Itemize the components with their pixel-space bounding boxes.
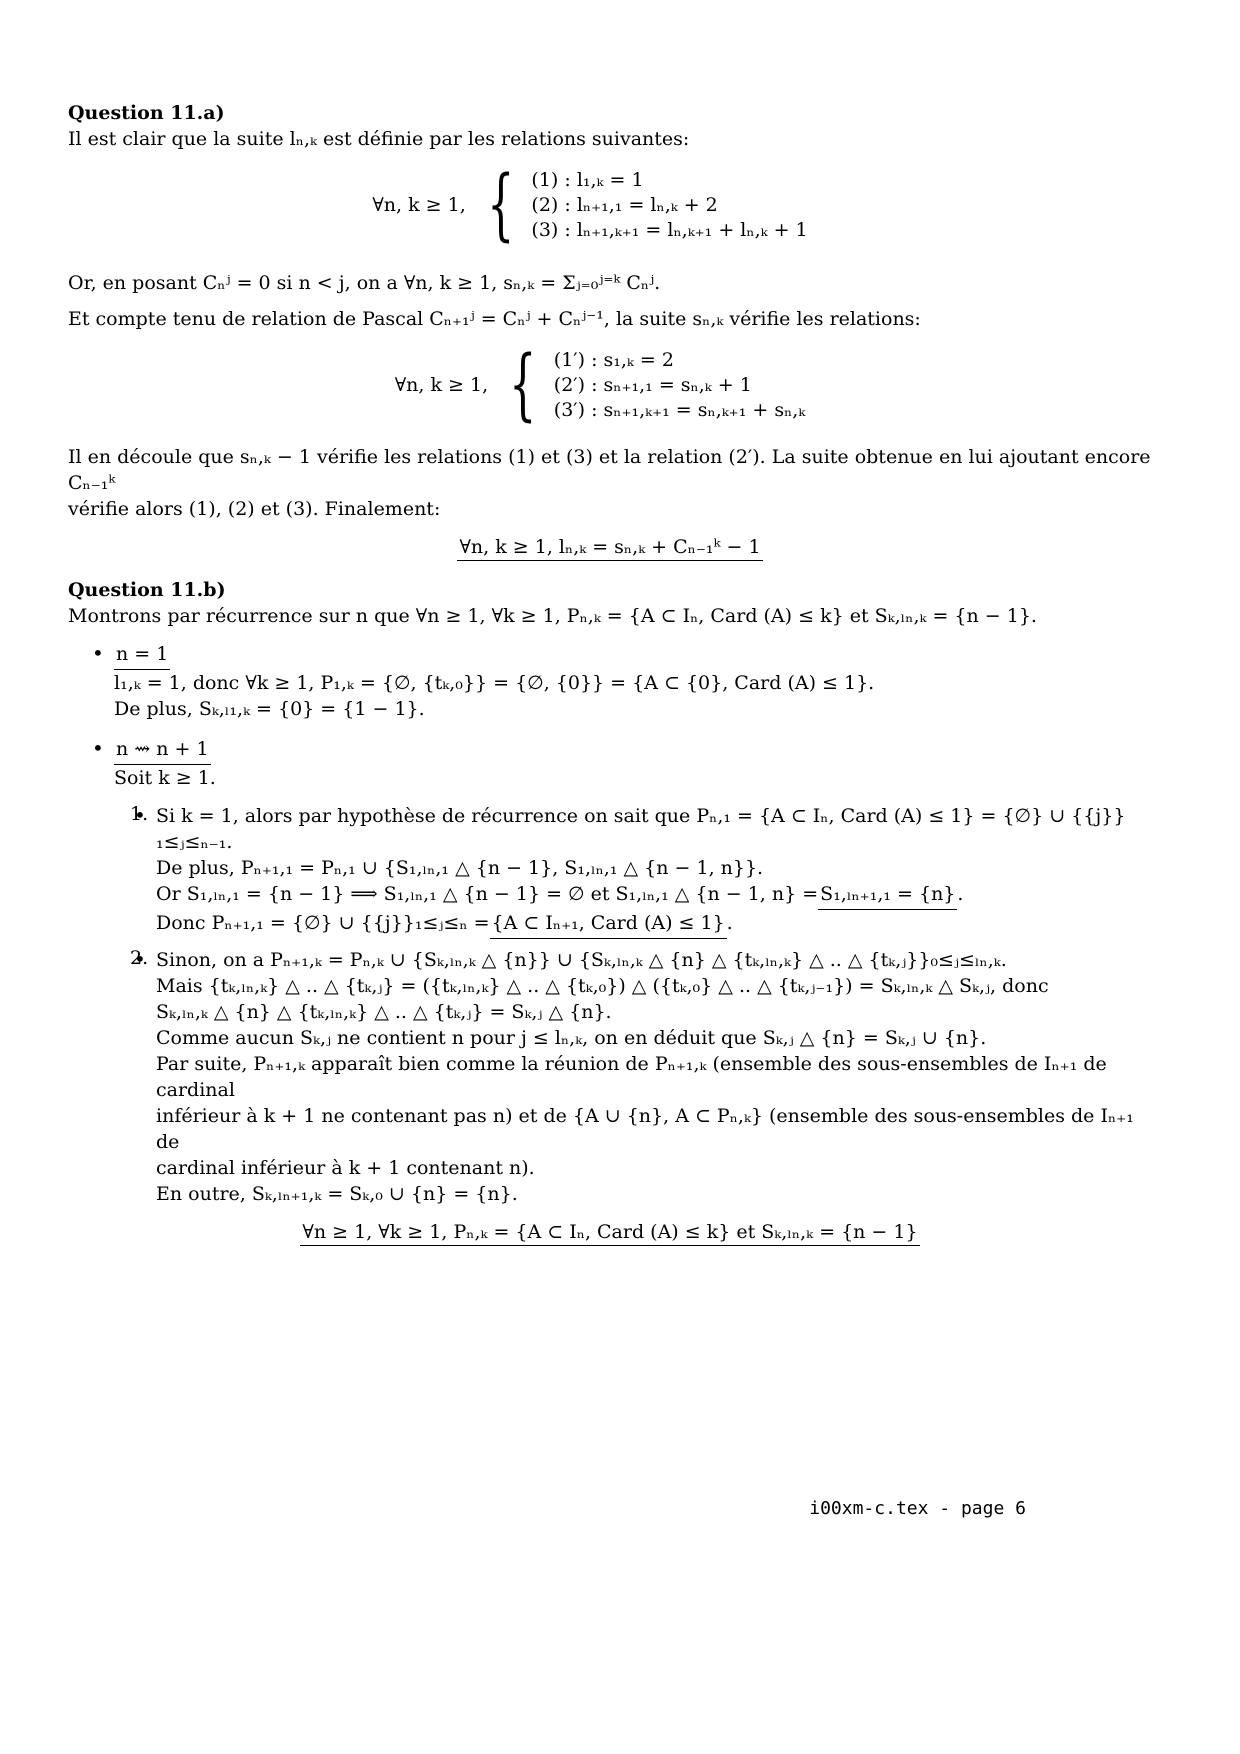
system-prefix: ∀n, k ≥ 1, — [372, 194, 466, 216]
induction-cases — [68, 641, 1152, 1207]
sub-case-2-line-1: Sinon, on a Pₙ₊₁,ₖ = Pₙ,ₖ ∪ {Sₖ,ₗₙ,ₖ △ {n}} ∪ {Sₖ,ₗₙ,ₖ △ {n} △ {tₖ,ₗₙ,ₖ} △ .. △ {tₖ,ⱼ}}₀≤ⱼ≤ₗₙ,ₖ. — [156, 949, 1007, 971]
relations-s-system — [48, 340, 1152, 430]
pascal-line: Et compte tenu de relation de Pascal Cₙ₊₁ʲ = Cₙʲ + Cₙʲ⁻¹, la suite sₙ,ₖ vérifie les relations: — [68, 308, 921, 330]
relation-2: (2) : lₙ₊₁,₁ = lₙ,ₖ + 2 — [531, 193, 718, 216]
base-case-heading: n = 1 — [114, 641, 170, 670]
relation-1-prime: (1′) : s₁,ₖ = 2 — [553, 348, 674, 371]
boxed-result: ∀n, k ≥ 1, lₙ,ₖ = sₙ,ₖ + Cₙ₋₁ᵏ − 1 — [457, 536, 762, 561]
system-prefix: ∀n, k ≥ 1, — [394, 374, 489, 396]
base-case — [114, 641, 1152, 722]
inductive-step — [114, 736, 1152, 1207]
left-brace: { — [509, 340, 537, 430]
sub-case-2-line-2: Mais {tₖ,ₗₙ,ₖ} △ .. △ {tₖ,ⱼ} = ({tₖ,ₗₙ,ₖ} △ .. △ {tₖ,₀}) △ ({tₖ,₀} △ .. △ {tₖ,ⱼ₋₁}) = Sₖ,ₗₙ,ₖ △ Sₖ,ⱼ, donc — [156, 975, 1049, 997]
question-11a-title: Question 11.a) — [68, 102, 225, 124]
relation-3-prime: (3′) : sₙ₊₁,ₖ₊₁ = sₙ,ₖ₊₁ + sₙ,ₖ — [553, 398, 806, 421]
sub-case-1 — [130, 803, 1152, 939]
sub-case-1-line-4: Donc Pₙ₊₁,₁ = {∅} ∪ {{j}}₁≤ⱼ≤ₙ = {A ⊂ Iₙ₊₁, Card (A) ≤ 1} . — [156, 910, 1152, 939]
q11b-intro: Montrons par récurrence sur n que ∀n ≥ 1, ∀k ≥ 1, Pₙ,ₖ = {A ⊂ Iₙ, Card (A) ≤ k} et Sₖ,ₗₙ,ₖ = {n − 1}. — [68, 605, 1037, 627]
relation-2-prime: (2′) : sₙ₊₁,₁ = sₙ,ₖ + 1 — [553, 373, 752, 396]
sub-case-2-line-8: En outre, Sₖ,ₗₙ₊₁,ₖ = Sₖ,₀ ∪ {n} = {n}. — [156, 1183, 518, 1205]
question-11b-title: Question 11.b) — [68, 579, 226, 601]
sub-case-1-boxed-2: {A ⊂ Iₙ₊₁, Card (A) ≤ 1} — [490, 910, 727, 939]
q11a-intro: Il est clair que la suite lₙ,ₖ est définie par les relations suivantes: — [68, 128, 690, 150]
sub-case-1-line-3: Or S₁,ₗₙ,₁ = {n − 1} ⟹ S₁,ₗₙ,₁ △ {n − 1} = ∅ et S₁,ₗₙ,₁ △ {n − 1, n} = S₁,ₗₙ₊₁,₁ = {n} . — [156, 881, 1152, 910]
sub-case-1-line-4-text: Donc Pₙ₊₁,₁ = {∅} ∪ {{j}}₁≤ⱼ≤ₙ = — [156, 912, 490, 934]
inductive-step-line-1: Soit k ≥ 1. — [114, 767, 216, 789]
boxed-result: ∀n ≥ 1, ∀k ≥ 1, Pₙ,ₖ = {A ⊂ Iₙ, Card (A) ≤ k} et Sₖ,ₗₙ,ₖ = {n − 1} — [300, 1221, 919, 1246]
sub-case-1-boxed-1: S₁,ₗₙ₊₁,₁ = {n} — [818, 881, 957, 910]
relation-1: (1) : l₁,ₖ = 1 — [531, 168, 644, 191]
document-page — [68, 100, 1152, 1260]
sub-case-1-line-2: De plus, Pₙ₊₁,₁ = Pₙ,₁ ∪ {S₁,ₗₙ,₁ △ {n − 1}, S₁,ₗₙ,₁ △ {n − 1, n}}. — [156, 857, 764, 879]
left-brace: { — [486, 160, 515, 250]
sub-cases — [114, 803, 1152, 1207]
consequence-line-1: Il en découle que sₙ,ₖ − 1 vérifie les relations (1) et (3) et la relation (2′). La suite obtenue en lui ajoutant encore Cₙ₋₁ᵏ — [68, 446, 1151, 494]
result-11a — [68, 536, 1152, 561]
relation-3: (3) : lₙ₊₁,ₖ₊₁ = lₙ,ₖ₊₁ + lₙ,ₖ + 1 — [531, 218, 808, 241]
sub-case-2-line-4: Comme aucun Sₖ,ⱼ ne contient n pour j ≤ lₙ,ₖ, on en déduit que Sₖ,ⱼ △ {n} = Sₖ,ⱼ ∪ {n}. — [156, 1027, 987, 1049]
sub-case-1-line-1: Si k = 1, alors par hypothèse de récurrence on sait que Pₙ,₁ = {A ⊂ Iₙ, Card (A) ≤ 1} = {∅} ∪ {{j}}₁≤ⱼ≤ₙ₋₁. — [156, 805, 1126, 853]
sub-case-2-line-3: Sₖ,ₗₙ,ₖ △ {n} △ {tₖ,ₗₙ,ₖ} △ .. △ {tₖ,ⱼ} = Sₖ,ⱼ △ {n}. — [156, 1001, 612, 1023]
or-line: Or, en posant Cₙʲ = 0 si n < j, on a ∀n, k ≥ 1, sₙ,ₖ = Σⱼ₌₀ʲ⁼ᵏ Cₙʲ. — [68, 272, 661, 294]
sub-case-number: • 2. — [130, 947, 149, 969]
base-case-line-1: l₁,ₖ = 1, donc ∀k ≥ 1, P₁,ₖ = {∅, {tₖ,₀}} = {∅, {0}} = {A ⊂ {0}, Card (A) ≤ 1}. — [114, 672, 875, 694]
sub-case-1-line-3-text: Or S₁,ₗₙ,₁ = {n − 1} ⟹ S₁,ₗₙ,₁ △ {n − 1} = ∅ et S₁,ₗₙ,₁ △ {n − 1, n} = — [156, 883, 819, 905]
result-11b — [68, 1221, 1152, 1246]
sub-case-2 — [130, 947, 1152, 1207]
sub-case-number: • 1. — [130, 803, 149, 825]
sub-case-2-line-6: inférieur à k + 1 ne contenant pas n) et de {A ∪ {n}, A ⊂ Pₙ,ₖ} (ensemble des sous-ensembles de Iₙ₊₁ de — [156, 1105, 1134, 1153]
inductive-step-heading: n ⇝ n + 1 — [114, 736, 211, 765]
relations-l-system — [28, 160, 1152, 250]
base-case-line-2: De plus, Sₖ,ₗ₁,ₖ = {0} = {1 − 1}. — [114, 698, 425, 720]
consequence-line-2: vérifie alors (1), (2) et (3). Finalement: — [68, 498, 441, 520]
sub-case-2-line-5: Par suite, Pₙ₊₁,ₖ apparaît bien comme la réunion de Pₙ₊₁,ₖ (ensemble des sous-ensembles de Iₙ₊₁ de cardinal — [156, 1053, 1107, 1101]
sub-case-2-line-7: cardinal inférieur à k + 1 contenant n). — [156, 1157, 535, 1179]
page-footer: i00xm-c.tex - page 6 — [809, 1498, 1026, 1519]
